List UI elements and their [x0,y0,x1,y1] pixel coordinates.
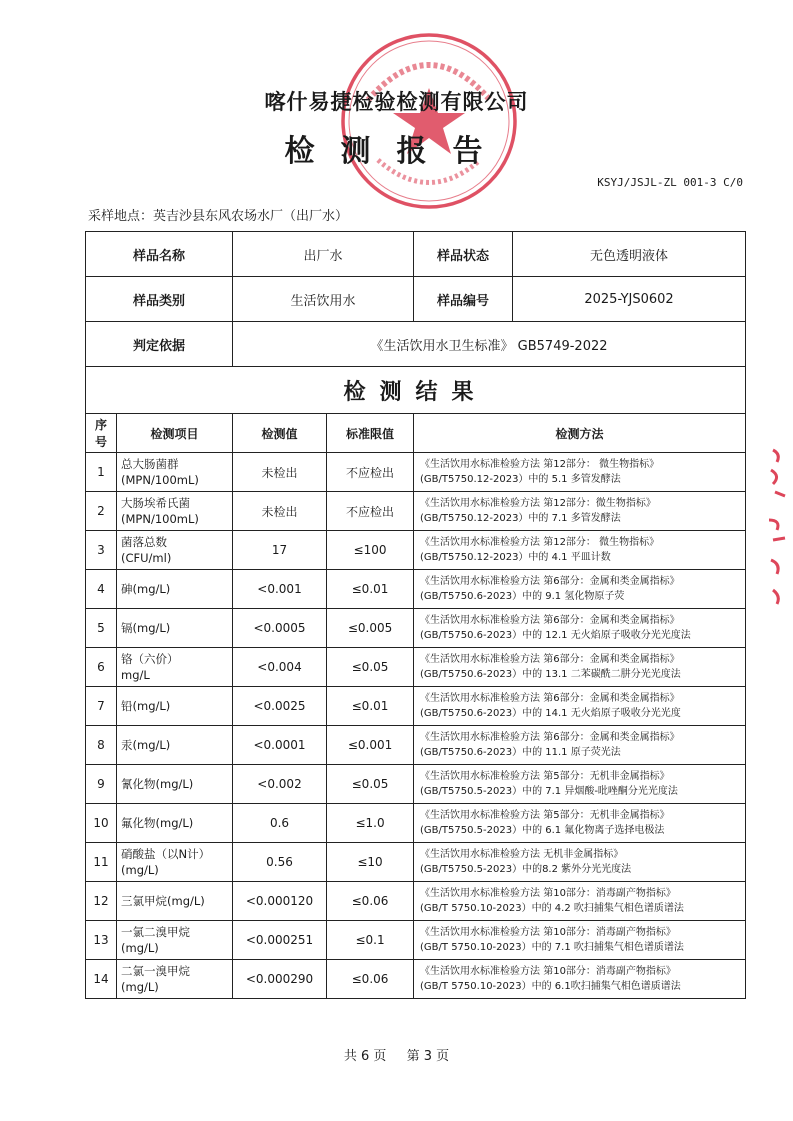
table-row [86,648,746,687]
standard-limit: ≤0.01 [327,687,414,726]
test-method: 《生活饮用水标准检验方法 第6部分：金属和类金属指标》 (GB/T5750.6-2023）中的 13.1 二苯碳酰二肼分光光度法 [414,648,746,687]
col-method: 检测方法 [414,414,746,453]
report-title: 检测报告 [284,134,509,169]
col-item: 检测项目 [117,414,233,453]
test-item: 一氯二溴甲烷 (mg/L) [117,921,233,960]
test-value: <0.004 [233,648,327,687]
row-number: 11 [86,843,117,882]
test-method: 《生活饮用水标准检验方法 第6部分：金属和类金属指标》 (GB/T5750.6-2023）中的 14.1 无火焰原子吸收分光光度 [414,687,746,726]
row-number: 4 [86,570,117,609]
seam-stamp [763,440,793,620]
standard-limit: 不应检出 [327,453,414,492]
table-row [86,531,746,570]
test-method: 《生活饮用水标准检验方法 第12部分： 微生物指标》 (GB/T5750.12-2023）中的 4.1 平皿计数 [414,531,746,570]
standard-limit: 不应检出 [327,492,414,531]
page-current: 第 3 页 [406,1049,450,1064]
test-item: 大肠埃希氏菌 (MPN/100mL) [117,492,233,531]
test-item: 铬（六价） mg/L [117,648,233,687]
test-value: <0.000290 [233,960,327,999]
test-item: 总大肠菌群 (MPN/100mL) [117,453,233,492]
test-method: 《生活饮用水标准检验方法 第6部分：金属和类金属指标》 (GB/T5750.6-2023）中的 9.1 氢化物原子荧 [414,570,746,609]
test-value: <0.000251 [233,921,327,960]
sample-name-label: 样品名称 [86,232,233,277]
test-value: 未检出 [233,453,327,492]
standard-limit: ≤0.06 [327,960,414,999]
official-seal [338,30,520,212]
standard-limit: ≤0.001 [327,726,414,765]
standard-limit: ≤10 [327,843,414,882]
table-row [86,609,746,648]
standard-limit: ≤100 [327,531,414,570]
row-number: 14 [86,960,117,999]
test-item: 硝酸盐（以N计） (mg/L) [117,843,233,882]
standard-limit: ≤1.0 [327,804,414,843]
test-item: 二氯一溴甲烷 (mg/L) [117,960,233,999]
test-method: 《生活饮用水标准检验方法 第10部分：消毒副产物指标》 (GB/T 5750.10-2023）中的 4.2 吹扫捕集气相色谱质谱法 [414,882,746,921]
row-number: 8 [86,726,117,765]
test-method: 《生活饮用水标准检验方法 第12部分： 微生物指标》 (GB/T5750.12-2023）中的 5.1 多管发酵法 [414,453,746,492]
test-method: 《生活饮用水标准检验方法 第6部分：金属和类金属指标》 (GB/T5750.6-2023）中的 12.1 无火焰原子吸收分光光度法 [414,609,746,648]
sample-state-label: 样品状态 [414,232,513,277]
page-total: 共 6 页 [343,1049,387,1064]
table-row [86,765,746,804]
table-row [86,492,746,531]
test-item: 镉(mg/L) [117,609,233,648]
table-row [86,882,746,921]
test-method: 《生活饮用水标准检验方法 第6部分：金属和类金属指标》 (GB/T5750.6-2023）中的 11.1 原子荧光法 [414,726,746,765]
row-number: 13 [86,921,117,960]
table-row [86,687,746,726]
results-body [86,453,746,999]
sample-no-value: 2025-YJS0602 [513,277,746,322]
table-row [86,804,746,843]
test-item: 氟化物(mg/L) [117,804,233,843]
test-item: 氰化物(mg/L) [117,765,233,804]
row-number: 5 [86,609,117,648]
company-name: 喀什易捷检验检测有限公司 [264,89,529,114]
standard-limit: ≤0.01 [327,570,414,609]
col-no: 序号 [86,414,117,453]
sample-state-value: 无色透明液体 [513,232,746,277]
sampling-location: 采样地点：英吉沙县东风农场水厂（出厂水） [88,209,349,224]
test-value: <0.001 [233,570,327,609]
results-title: 检测结果 [86,367,746,414]
table-row [86,960,746,999]
test-value: 0.56 [233,843,327,882]
test-item: 三氯甲烷(mg/L) [117,882,233,921]
standard-limit: ≤0.05 [327,765,414,804]
basis-value: 《生活饮用水卫生标准》 GB5749-2022 [233,322,746,367]
sample-type-label: 样品类别 [86,277,233,322]
document-code: KSYJ/JSJL-ZL 001-3 C/0 [597,176,743,189]
standard-limit: ≤0.005 [327,609,414,648]
test-value: <0.002 [233,765,327,804]
standard-limit: ≤0.05 [327,648,414,687]
basis-label: 判定依据 [86,322,233,367]
sample-name-value: 出厂水 [233,232,414,277]
table-row [86,570,746,609]
test-value: <0.0005 [233,609,327,648]
test-item: 菌落总数 (CFU/ml) [117,531,233,570]
test-method: 《生活饮用水标准检验方法 第10部分：消毒副产物指标》 (GB/T 5750.10-2023）中的 7.1 吹扫捕集气相色谱质谱法 [414,921,746,960]
test-value: <0.0025 [233,687,327,726]
test-item: 砷(mg/L) [117,570,233,609]
test-method: 《生活饮用水标准检验方法 第5部分：无机非金属指标》 (GB/T5750.5-2023）中的 7.1 异烟酸-吡唑酮分光光度法 [414,765,746,804]
col-limit: 标准限值 [327,414,414,453]
test-method: 《生活饮用水标准检验方法 第5部分：无机非金属指标》 (GB/T5750.5-2023）中的 6.1 氟化物离子选择电极法 [414,804,746,843]
test-item: 汞(mg/L) [117,726,233,765]
row-number: 12 [86,882,117,921]
table-row [86,843,746,882]
row-number: 7 [86,687,117,726]
sample-no-label: 样品编号 [414,277,513,322]
test-value: 0.6 [233,804,327,843]
test-value: 17 [233,531,327,570]
test-method: 《生活饮用水标准检验方法 无机非金属指标》 (GB/T5750.5-2023）中的8.2 紫外分光光度法 [414,843,746,882]
standard-limit: ≤0.06 [327,882,414,921]
table-row [86,726,746,765]
test-method: 《生活饮用水标准检验方法 第10部分：消毒副产物指标》 (GB/T 5750.10-2023）中的 6.1吹扫捕集气相色谱质谱法 [414,960,746,999]
row-number: 9 [86,765,117,804]
row-number: 1 [86,453,117,492]
page-footer [0,1045,793,1064]
table-row [86,921,746,960]
test-value: <0.0001 [233,726,327,765]
test-method: 《生活饮用水标准检验方法 第12部分：微生物指标》 (GB/T5750.12-2023）中的 7.1 多管发酵法 [414,492,746,531]
table-row [86,453,746,492]
test-item: 铅(mg/L) [117,687,233,726]
row-number: 6 [86,648,117,687]
standard-limit: ≤0.1 [327,921,414,960]
row-number: 3 [86,531,117,570]
test-value: 未检出 [233,492,327,531]
col-value: 检测值 [233,414,327,453]
row-number: 2 [86,492,117,531]
test-value: <0.000120 [233,882,327,921]
sample-type-value: 生活饮用水 [233,277,414,322]
row-number: 10 [86,804,117,843]
report-table [85,231,746,999]
